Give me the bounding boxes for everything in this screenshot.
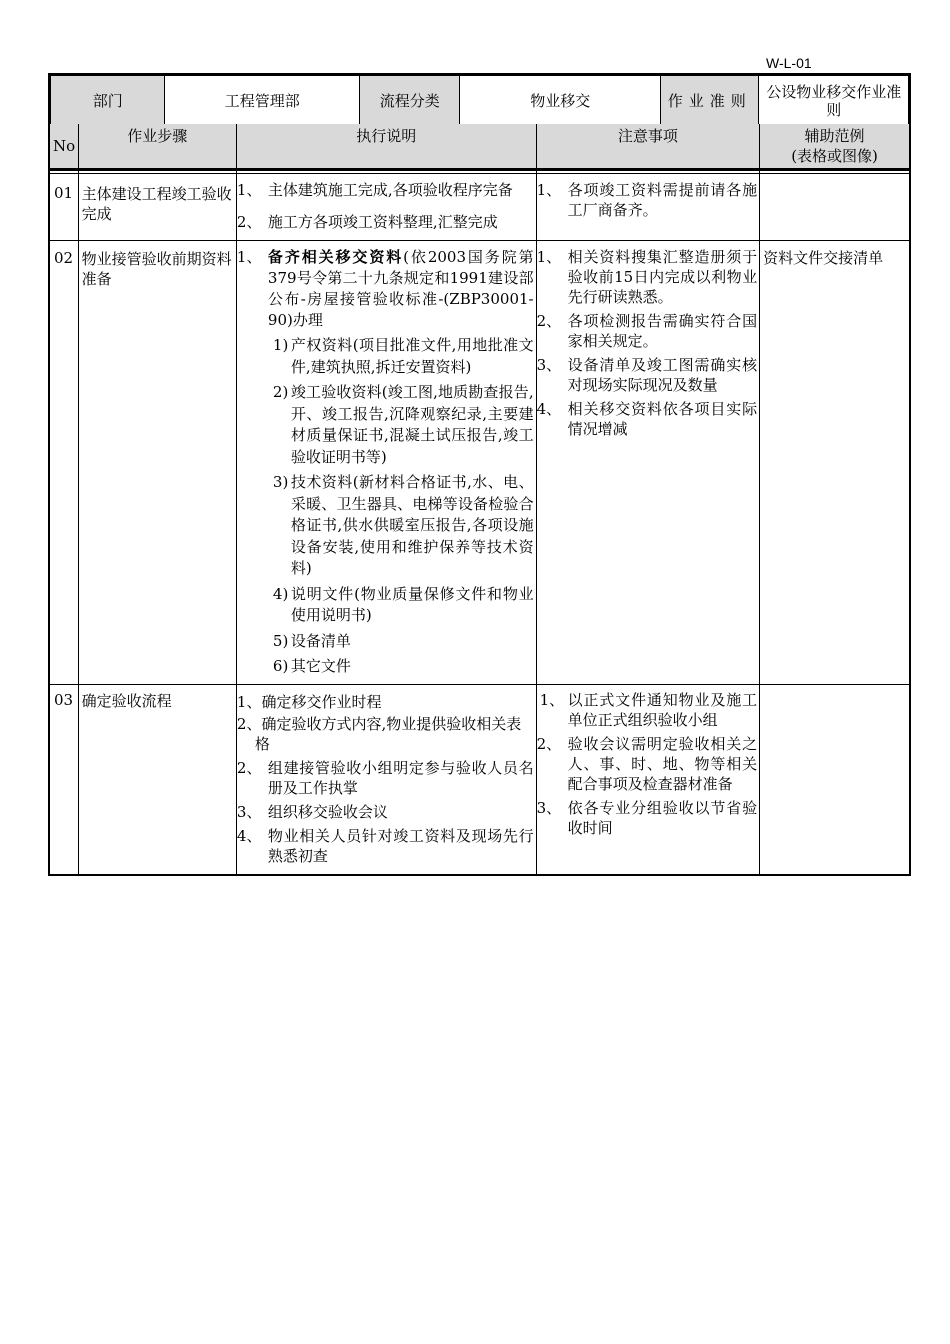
row-no: 03 <box>49 684 78 875</box>
rule-label: 作业准则 <box>661 75 759 127</box>
row-aux <box>760 684 910 875</box>
row-no: 01 <box>49 174 78 241</box>
col-aux-line1: 辅助范例 <box>804 127 865 145</box>
document-code: W-L-01 <box>766 55 812 71</box>
list-item: 3、 设备清单及竣工图需确实核对现场实际现况及数量 <box>536 356 758 394</box>
row-notes <box>536 684 760 875</box>
sub-item: 3) 技术资料(新材料合格证书,水、电、采暖、卫生器具、电梯等设备检验合格证书,供水供暖室压报告,各项设施设备安装,使用和维护保养等技术资料) <box>272 473 534 577</box>
rule-value: 公设物业移交作业准则 <box>759 75 910 127</box>
list-item: 4、 相关移交资料依各项目实际情况增减 <box>536 400 758 438</box>
list-item: 3、 依各专业分组验收以节省验收时间 <box>536 798 758 837</box>
col-step: 作业步骤 <box>78 124 236 170</box>
procedure-table <box>48 124 911 876</box>
col-notes: 注意事项 <box>536 124 760 170</box>
category-value: 物业移交 <box>460 75 661 127</box>
row-exec <box>236 684 536 875</box>
column-header-row <box>49 124 910 170</box>
list-item: 3、 组织移交验收会议 <box>236 802 388 821</box>
list-item: 2、 施工方各项竣工资料整理,汇整完成 <box>236 213 498 231</box>
sub-item: 6) 其它文件 <box>272 657 351 675</box>
col-no: No <box>49 124 78 170</box>
col-exec: 执行说明 <box>236 124 536 170</box>
col-aux <box>760 124 910 170</box>
sub-item: 1) 产权资料(项目批准文件,用地批准文件,建筑执照,拆迁安置资料) <box>272 336 534 376</box>
list-item: 1、确定移交作业时程 <box>236 692 382 711</box>
row-notes <box>536 241 760 685</box>
list-item: 2、 各项检测报告需确实符合国家相关规定。 <box>536 312 758 350</box>
dept-label: 部门 <box>50 75 165 127</box>
col-aux-line2: (表格或图像) <box>791 147 878 165</box>
sub-item: 4) 说明文件(物业质量保修文件和物业使用说明书) <box>272 584 534 624</box>
sub-item: 5) 设备清单 <box>272 631 351 650</box>
row-no: 02 <box>49 241 78 685</box>
list-item: 1、 各项竣工资料需提前请各施工厂商备齐。 <box>536 181 758 219</box>
row-exec <box>236 241 536 685</box>
list-item: 2、确定验收方式内容,物业提供验收相关表格 <box>236 714 522 753</box>
row-notes <box>536 174 760 241</box>
row-aux: 资料文件交接清单 <box>760 241 910 685</box>
row-aux <box>760 174 910 241</box>
row-step: 主体建设工程竣工验收完成 <box>78 174 236 241</box>
list-item: 2、 验收会议需明定验收相关之人、事、时、地、物等相关配合事项及检查器材准备 <box>536 734 758 793</box>
category-label: 流程分类 <box>360 75 460 127</box>
row-step: 物业接管验收前期资料准备 <box>78 241 236 685</box>
bold-heading: 备齐相关移交资料 <box>267 248 404 266</box>
table-row <box>49 684 910 875</box>
list-item: 1、 主体建筑施工完成,各项验收程序完备 <box>236 181 513 199</box>
list-item: 4、 物业相关人员针对竣工资料及现场先行熟悉初查 <box>236 826 534 865</box>
header-table <box>48 73 911 128</box>
table-row <box>49 241 910 685</box>
row-step: 确定验收流程 <box>78 684 236 875</box>
table-row <box>49 174 910 241</box>
list-item: 1、 相关资料搜集汇整造册须于验收前15日内完成以利物业先行研读熟悉。 <box>536 248 758 306</box>
row-exec <box>236 174 536 241</box>
list-item: 1、 以正式文件通知物业及施工单位正式组织验收小组 <box>539 690 758 729</box>
list-item: 1、 备齐相关移交资料(依2003国务院第379号令第二十九条规定和1991建设部公布-房屋接管验收标准-(ZBP30001-90)办理 <box>236 248 534 329</box>
sub-item: 2) 竣工验收资料(竣工图,地质勘查报告,开、竣工报告,沉降观察纪录,主要建材质量保证书,混凝土试压报告,竣工验收证明书等) <box>272 383 534 466</box>
dept-value: 工程管理部 <box>165 75 360 127</box>
list-item: 2、 组建接管验收小组明定参与验收人员名册及工作执掌 <box>236 758 534 797</box>
